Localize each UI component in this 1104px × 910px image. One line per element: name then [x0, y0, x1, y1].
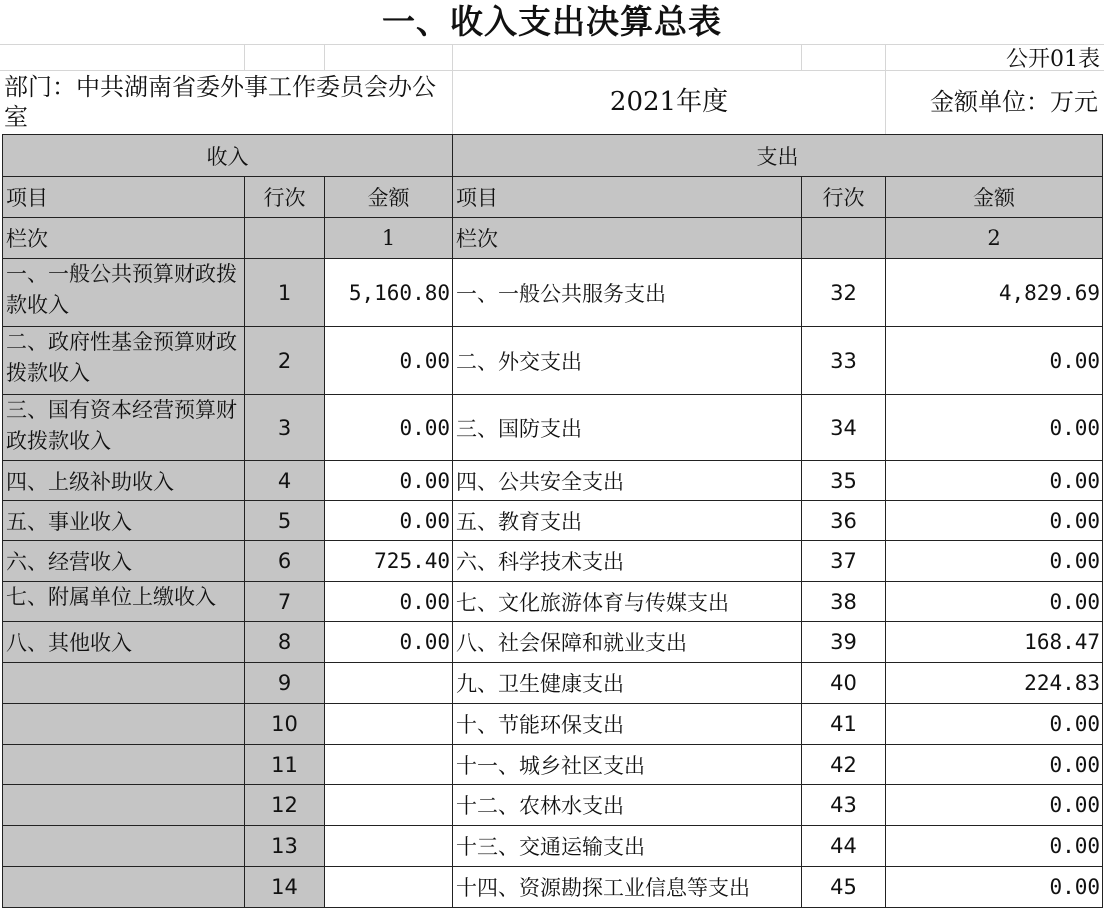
expense-item-cell: 六、科学技术支出 — [453, 541, 802, 582]
expense-row-number-cell: 44 — [802, 826, 886, 867]
income-item-cell: 一、一般公共预算财政拨款收入 — [3, 259, 245, 327]
table-row — [3, 395, 1103, 461]
table-row — [3, 582, 1103, 622]
grid-line — [324, 44, 325, 70]
expense-amount-cell: 0.00 — [886, 704, 1103, 745]
income-item-cell: 五、事业收入 — [3, 501, 245, 541]
expense-amount-cell: 0.00 — [886, 826, 1103, 867]
income-row-number-cell: 12 — [245, 785, 325, 826]
grid-line — [244, 44, 245, 70]
income-row-number-cell: 14 — [245, 867, 325, 908]
expense-row-number-cell: 38 — [802, 582, 886, 622]
income-item-header: 项目 — [3, 177, 245, 218]
expense-amount-cell: 0.00 — [886, 501, 1103, 541]
income-item-cell: 七、附属单位上缴收入 — [3, 582, 245, 622]
income-item-cell — [3, 785, 245, 826]
income-row-number-cell: 6 — [245, 541, 325, 582]
expense-item-cell: 五、教育支出 — [453, 501, 802, 541]
income-amount-header: 金额 — [325, 177, 453, 218]
expense-header: 支出 — [453, 135, 1103, 177]
expense-amount-cell: 0.00 — [886, 867, 1103, 908]
income-amount-cell — [325, 745, 453, 785]
expense-item-cell: 九、卫生健康支出 — [453, 663, 802, 704]
grid-line — [801, 44, 802, 70]
income-item-cell — [3, 704, 245, 745]
income-amount-cell: 5,160.80 — [325, 259, 453, 327]
expense-row-header: 行次 — [802, 177, 886, 218]
expense-amount-cell: 0.00 — [886, 745, 1103, 785]
expense-item-cell: 十二、农林水支出 — [453, 785, 802, 826]
expense-row-number-cell: 42 — [802, 745, 886, 785]
grid-line — [0, 44, 1104, 45]
expense-item-cell: 十四、资源勘探工业信息等支出 — [453, 867, 802, 908]
grid-line — [885, 44, 886, 134]
table-row — [3, 745, 1103, 785]
expense-item-cell: 四、公共安全支出 — [453, 461, 802, 501]
expense-row-number-cell: 36 — [802, 501, 886, 541]
expense-item-cell: 七、文化旅游体育与传媒支出 — [453, 582, 802, 622]
expense-column-number: 2 — [886, 218, 1103, 259]
income-item-cell — [3, 826, 245, 867]
department-label: 部门：中共湖南省委外事工作委员会办公室 — [4, 73, 436, 131]
expense-amount-cell: 168.47 — [886, 622, 1103, 663]
fiscal-year: 2021年度 — [609, 87, 729, 117]
income-row-number-cell: 2 — [245, 327, 325, 395]
expense-item-cell: 二、外交支出 — [453, 327, 802, 395]
expense-column-label: 栏次 — [453, 218, 802, 259]
income-amount-cell: 0.00 — [325, 501, 453, 541]
income-row-number-cell: 5 — [245, 501, 325, 541]
table-row — [3, 663, 1103, 704]
table-number: 公开01表 — [1006, 47, 1100, 70]
income-amount-cell: 0.00 — [325, 395, 453, 461]
expense-amount-cell: 0.00 — [886, 461, 1103, 501]
income-item-cell: 八、其他收入 — [3, 622, 245, 663]
income-row-number-cell: 8 — [245, 622, 325, 663]
expense-row-number-cell: 34 — [802, 395, 886, 461]
income-row-number-cell: 11 — [245, 745, 325, 785]
expense-amount-cell: 4,829.69 — [886, 259, 1103, 327]
income-expense-table — [2, 134, 1103, 908]
income-amount-cell — [325, 826, 453, 867]
income-amount-cell: 0.00 — [325, 582, 453, 622]
expense-item-cell: 十、节能环保支出 — [453, 704, 802, 745]
income-amount-cell: 0.00 — [325, 461, 453, 501]
expense-row-number-cell: 33 — [802, 327, 886, 395]
table-row — [3, 327, 1103, 395]
expense-item-cell: 十三、交通运输支出 — [453, 826, 802, 867]
income-row-number-cell: 1 — [245, 259, 325, 327]
table-row — [3, 259, 1103, 327]
expense-item-cell: 十一、城乡社区支出 — [453, 745, 802, 785]
income-item-cell: 二、政府性基金预算财政拨款收入 — [3, 327, 245, 395]
income-column-label: 栏次 — [3, 218, 245, 259]
income-amount-cell: 0.00 — [325, 622, 453, 663]
expense-amount-header: 金额 — [886, 177, 1103, 218]
income-item-cell — [3, 663, 245, 704]
income-column-number: 1 — [325, 218, 453, 259]
table-row — [3, 867, 1103, 908]
table-row — [3, 826, 1103, 867]
expense-amount-cell: 0.00 — [886, 327, 1103, 395]
expense-row-number-cell: 45 — [802, 867, 886, 908]
expense-item-cell: 八、社会保障和就业支出 — [453, 622, 802, 663]
income-row-number-cell: 10 — [245, 704, 325, 745]
grid-line — [0, 70, 1104, 71]
income-row-number-cell: 7 — [245, 582, 325, 622]
expense-amount-cell: 0.00 — [886, 395, 1103, 461]
income-item-cell — [3, 745, 245, 785]
expense-amount-cell: 0.00 — [886, 582, 1103, 622]
income-amount-cell — [325, 704, 453, 745]
expense-row-number-cell: 32 — [802, 259, 886, 327]
expense-row-number-cell: 40 — [802, 663, 886, 704]
table-row — [3, 501, 1103, 541]
expense-item-cell: 三、国防支出 — [453, 395, 802, 461]
expense-column-blank — [802, 218, 886, 259]
amount-unit: 金额单位：万元 — [930, 88, 1098, 116]
income-row-header: 行次 — [245, 177, 325, 218]
expense-item-cell: 一、一般公共服务支出 — [453, 259, 802, 327]
table-row — [3, 461, 1103, 501]
expense-amount-cell: 0.00 — [886, 785, 1103, 826]
expense-item-header: 项目 — [453, 177, 802, 218]
income-item-cell: 三、国有资本经营预算财政拨款收入 — [3, 395, 245, 461]
expense-row-number-cell: 39 — [802, 622, 886, 663]
table-row — [3, 622, 1103, 663]
income-amount-cell — [325, 867, 453, 908]
expense-amount-cell: 0.00 — [886, 541, 1103, 582]
page-title: 一、收入支出决算总表 — [382, 2, 722, 41]
expense-row-number-cell: 43 — [802, 785, 886, 826]
expense-amount-cell: 224.83 — [886, 663, 1103, 704]
expense-row-number-cell: 37 — [802, 541, 886, 582]
table-row — [3, 541, 1103, 582]
table-row — [3, 704, 1103, 745]
income-item-cell: 六、经营收入 — [3, 541, 245, 582]
income-amount-cell — [325, 663, 453, 704]
income-row-number-cell: 13 — [245, 826, 325, 867]
table-row — [3, 785, 1103, 826]
income-row-number-cell: 3 — [245, 395, 325, 461]
income-row-number-cell: 4 — [245, 461, 325, 501]
income-header: 收入 — [3, 135, 453, 177]
expense-row-number-cell: 41 — [802, 704, 886, 745]
income-amount-cell: 725.40 — [325, 541, 453, 582]
income-item-cell: 四、上级补助收入 — [3, 461, 245, 501]
income-item-cell — [3, 867, 245, 908]
expense-row-number-cell: 35 — [802, 461, 886, 501]
income-column-blank — [245, 218, 325, 259]
income-amount-cell: 0.00 — [325, 327, 453, 395]
income-amount-cell — [325, 785, 453, 826]
income-row-number-cell: 9 — [245, 663, 325, 704]
